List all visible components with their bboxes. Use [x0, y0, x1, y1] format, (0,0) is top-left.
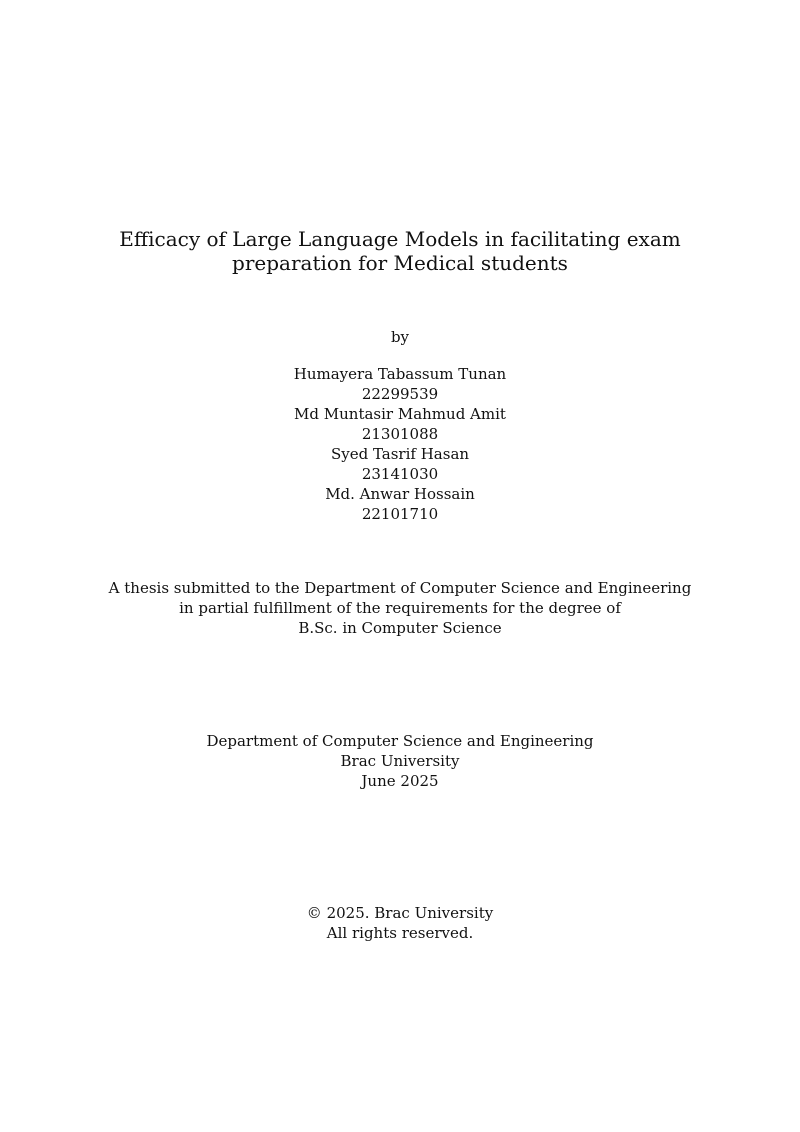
author-id: 23141030	[361, 465, 439, 483]
copyright-line: © 2025. Brac University	[306, 904, 494, 922]
author-id: 22299539	[361, 385, 439, 403]
submission-statement-line-2: in partial fulfillment of the requirements for the degree of	[179, 599, 621, 617]
author-name: Md Muntasir Mahmud Amit	[294, 405, 506, 423]
thesis-title	[0, 227, 800, 275]
degree-name: B.Sc. in Computer Science	[298, 619, 502, 637]
author-id: 21301088	[361, 425, 439, 443]
author-name: Syed Tasrif Hasan	[330, 445, 470, 463]
by-label: by	[390, 328, 410, 346]
university-name: Brac University	[340, 752, 460, 770]
author-name: Humayera Tabassum Tunan	[293, 365, 507, 383]
author-name: Md. Anwar Hossain	[325, 485, 475, 503]
author-id: 22101710	[361, 505, 439, 523]
thesis-title-line-1: Efficacy of Large Language Models in facilitating exam	[119, 227, 681, 251]
department-name: Department of Computer Science and Engineering	[206, 732, 594, 750]
rights-reserved: All rights reserved.	[326, 924, 474, 942]
thesis-title-line-2: preparation for Medical students	[232, 251, 568, 275]
author-list	[0, 364, 800, 524]
affiliation	[0, 731, 800, 791]
submission-date: June 2025	[361, 772, 439, 790]
submission-statement	[0, 578, 800, 638]
submission-statement-line-1: A thesis submitted to the Department of Computer Science and Engineering	[108, 579, 692, 597]
copyright-notice	[0, 903, 800, 943]
